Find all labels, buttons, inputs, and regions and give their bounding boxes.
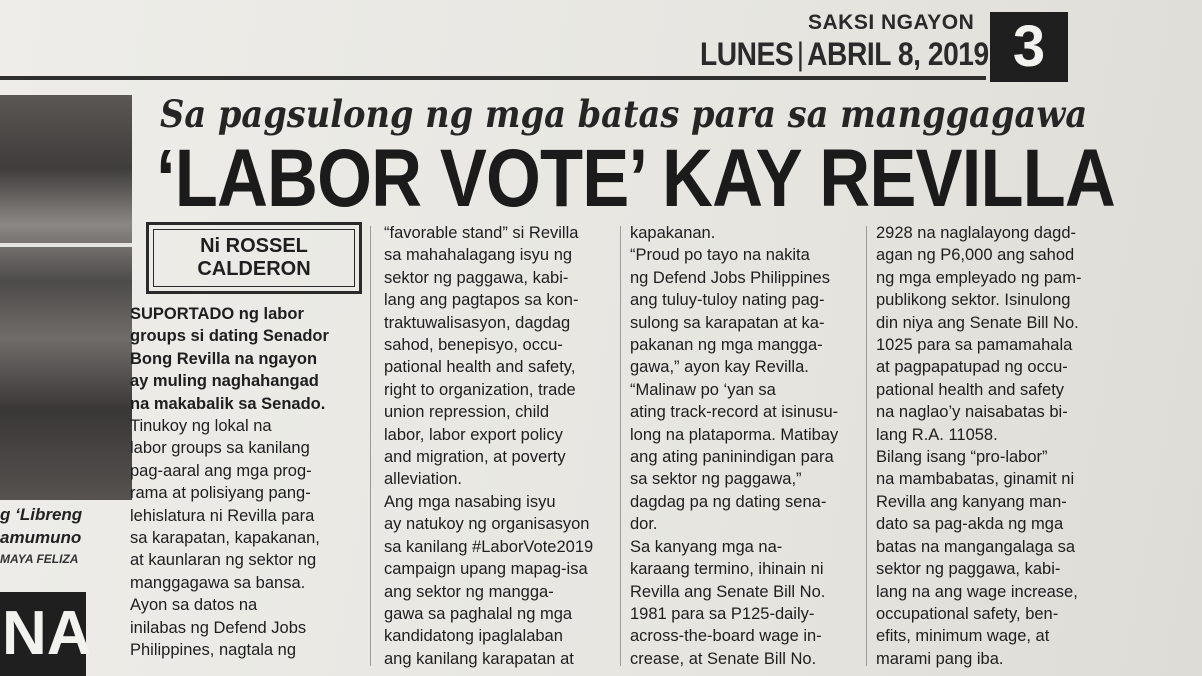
- article-text-line: Bilang isang “pro-labor”: [876, 448, 1048, 467]
- article-text-line: Bong Revilla na ngayon: [130, 349, 318, 368]
- article-headline: ‘LABOR VOTE’ KAY REVILLA: [156, 133, 1115, 224]
- article-text-line: Tinukoy ng lokal na: [130, 417, 272, 436]
- article-text-line: Revilla ang Senate Bill No.: [630, 582, 826, 601]
- article-text-line: pakanan ng mga mangga-: [630, 336, 823, 355]
- article-text-line: manggagawa sa bansa.: [130, 573, 306, 592]
- article-text-line: “Proud po tayo na nakita: [630, 246, 810, 265]
- article-column-2: [384, 222, 610, 670]
- byline-line-1: Ni ROSSEL: [200, 235, 308, 257]
- article-text-line: SUPORTADO ng labor: [130, 305, 304, 323]
- side-photo: [0, 95, 132, 500]
- article-text-line: ang ating paninindigan para: [630, 448, 834, 467]
- article-text-line: “Malinaw po ‘yan sa: [630, 380, 776, 399]
- article-text-line: Revilla ang kanyang man-: [876, 492, 1067, 511]
- article-text-line: labor groups sa kanilang: [130, 439, 310, 458]
- column-gutter: [620, 226, 621, 666]
- article-text-line: na mambabatas, ginamit ni: [876, 470, 1075, 489]
- article-text-line: at kaunlaran ng sektor ng: [130, 551, 317, 570]
- article-text-line: crease, at Senate Bill No.: [630, 649, 817, 668]
- date-label: ABRIL 8, 2019: [807, 36, 989, 72]
- article-text-line: at pagpapatupad ng occu-: [876, 358, 1068, 377]
- byline-box: [146, 222, 362, 294]
- article-text-line: “favorable stand” si Revilla: [384, 224, 579, 242]
- article-text-line: lang na ang wage increase,: [876, 582, 1078, 601]
- article-text-line: sa karapatan, kapakanan,: [130, 529, 320, 548]
- article-text-line: lehislatura ni Revilla para: [130, 506, 315, 525]
- article-text-line: ang tuluy-tuloy nating pag-: [630, 291, 825, 310]
- article-column-3: [630, 222, 856, 670]
- article-text-line: union repression, child: [384, 403, 550, 422]
- dateline: [700, 36, 989, 73]
- article-column-1: [130, 303, 352, 662]
- article-text-line: din niya ang Senate Bill No.: [876, 313, 1079, 332]
- article-text-line: pational health and safety: [876, 380, 1065, 399]
- day-label: LUNES: [700, 36, 794, 72]
- article-text-line: efits, minimum wage, at: [876, 627, 1050, 646]
- article-text-line: sulong sa karapatan at ka-: [630, 313, 825, 332]
- article-text-line: gawa,” ayon kay Revilla.: [630, 358, 809, 377]
- article-text-line: pag-aaral ang mga prog-: [130, 461, 312, 480]
- article-text-line: ang sektor ng mangga-: [384, 582, 554, 601]
- article-text-line: groups si dating Senador: [130, 327, 329, 346]
- article-text-line: na naglao’y naisabatas bi-: [876, 403, 1068, 422]
- publication-name: SAKSI NGAYON: [808, 11, 975, 34]
- article-text-line: publikong sektor. Isinulong: [876, 291, 1071, 310]
- article-text-line: Ayon sa datos na: [130, 596, 258, 615]
- adjacent-story-box: NA: [0, 592, 86, 676]
- article-text-line: Sa kanyang mga na-: [630, 537, 783, 556]
- byline-line-2: CALDERON: [197, 258, 311, 280]
- article-text-line: labor, labor export policy: [384, 425, 563, 444]
- article-text-line: alleviation.: [384, 470, 462, 489]
- photo-caption-line-1: g ‘Libreng: [0, 505, 83, 524]
- article-kicker: Sa pagsulong ng mga batas para sa manggagawa: [160, 92, 1088, 136]
- article-text-line: ay natukoy ng organisasyon: [384, 515, 590, 534]
- article-text-line: long na plataporma. Matibay: [630, 425, 839, 444]
- dateline-separator: |: [796, 36, 804, 72]
- article-text-line: traktuwalisasyon, dagdag: [384, 313, 571, 332]
- article-text-line: ng Defend Jobs Philippines: [630, 268, 830, 287]
- masthead-rule: [0, 76, 986, 80]
- article-text-line: 1981 para sa P125-daily-: [630, 604, 815, 623]
- article-text-line: 1025 para sa pamamahala: [876, 336, 1073, 355]
- article-text-line: rama at polisiyang pang-: [130, 484, 311, 503]
- article-text-line: inilabas ng Defend Jobs: [130, 618, 307, 637]
- article-text-line: sa sektor ng paggawa,”: [630, 470, 802, 489]
- article-text-line: ating track-record at isinusu-: [630, 403, 839, 422]
- article-text-line: sektor ng paggawa, kabi-: [384, 268, 569, 287]
- article-text-line: and migration, at poverty: [384, 448, 566, 467]
- article-text-line: dor.: [630, 515, 658, 534]
- article-text-line: dagdag pa ng dating sena-: [630, 492, 827, 511]
- article-text-line: ang kanilang karapatan at: [384, 649, 574, 668]
- column-gutter: [866, 226, 867, 666]
- article-text-line: 2928 na naglalayong dagd-: [876, 224, 1077, 242]
- article-text-line: kapakanan.: [630, 224, 716, 242]
- article-text-line: karaang termino, ihinain ni: [630, 560, 824, 579]
- photo-credit: MAYA FELIZA: [0, 552, 79, 566]
- article-text-line: dato sa pag-akda ng mga: [876, 515, 1064, 534]
- article-text-line: sa mahahalagang isyu ng: [384, 246, 573, 265]
- article-text-line: lang ang pagtapos sa kon-: [384, 291, 579, 310]
- article-text-line: batas na mangangalaga sa: [876, 537, 1076, 556]
- article-text-line: campaign upang mapag-isa: [384, 560, 588, 579]
- article-text-line: ay muling naghahangad: [130, 372, 319, 391]
- article-text-line: occupational safety, ben-: [876, 604, 1059, 623]
- article-text-line: Philippines, nagtala ng: [130, 641, 297, 660]
- article-text-line: sektor ng paggawa, kabi-: [876, 560, 1061, 579]
- photo-caption-line-2: amumuno: [0, 528, 82, 547]
- article-text-line: sa kanilang #LaborVote2019: [384, 537, 594, 556]
- column-gutter: [370, 226, 371, 666]
- photo-divider: [0, 243, 132, 247]
- article-text-line: gawa sa paghalal ng mga: [384, 604, 573, 623]
- article-text-line: ng mga empleyado ng pam-: [876, 268, 1082, 287]
- article-text-line: pational health and safety,: [384, 358, 576, 377]
- article-text-line: lang R.A. 11058.: [876, 425, 998, 444]
- article-text-line: kandidatong ipaglalaban: [384, 627, 563, 646]
- article-text-line: na makabalik sa Senado.: [130, 394, 326, 413]
- article-text-line: sahod, benepisyo, occu-: [384, 336, 563, 355]
- page-number: 3: [990, 12, 1068, 82]
- article-text-line: marami pang iba.: [876, 649, 1004, 668]
- article-text-line: Ang mga nasabing isyu: [384, 492, 556, 511]
- article-text-line: right to organization, trade: [384, 380, 576, 399]
- article-text-line: across-the-board wage in-: [630, 627, 822, 646]
- article-text-line: agan ng P6,000 ang sahod: [876, 246, 1075, 265]
- article-column-4: [876, 222, 1116, 670]
